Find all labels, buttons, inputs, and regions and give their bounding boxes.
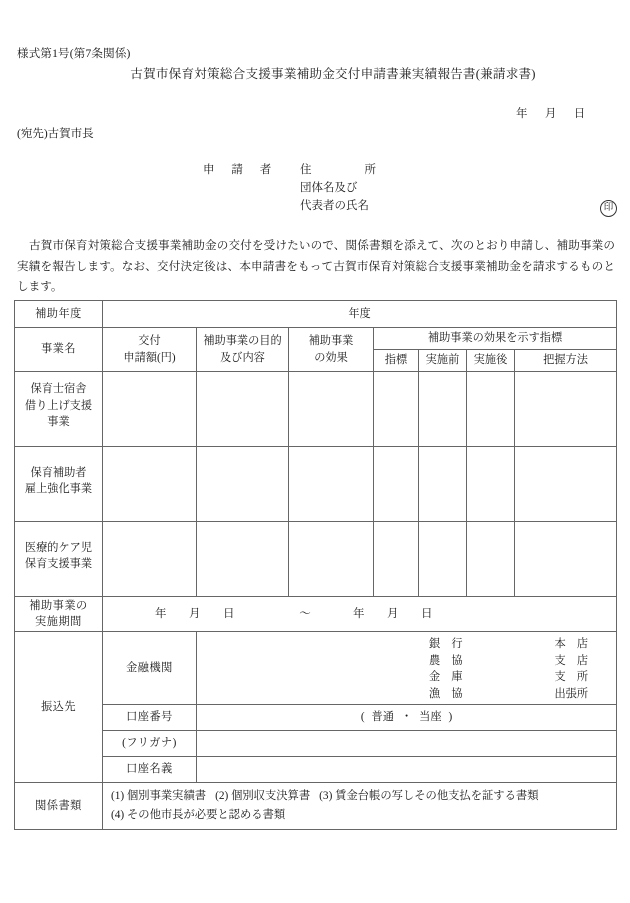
header-effect <box>289 328 374 372</box>
form-number: 様式第1号(第7条関係) <box>17 48 131 60</box>
program-0-method-input[interactable] <box>515 372 617 447</box>
program-name-0 <box>15 372 103 447</box>
account-type-ordinary[interactable]: 普通 <box>371 711 394 724</box>
furigana-input[interactable] <box>197 731 617 757</box>
fiscal-year-value[interactable]: 年度 <box>103 301 617 328</box>
related-document-item-1: (1) 個別事業実績書 <box>111 790 207 802</box>
program-name-2 <box>15 522 103 597</box>
period-fields <box>103 606 616 623</box>
program-2-grant-amount-input[interactable] <box>103 522 197 597</box>
payee-account-number-row <box>15 705 617 731</box>
payee-institution-cell[interactable] <box>197 632 617 705</box>
header-grant-amount-line2: 申請額(円) <box>123 351 176 364</box>
body-paragraph-text: 古賀市保育対策総合支援事業補助金の交付を受けたいので、関係書類を添えて、次のとおり申請し、補助事業の実績を報告します。なお、交付決定後は、本申請書をもって古賀市保育対策総合支援事業補助金を請求するものとします。 <box>17 239 615 293</box>
program-0-purpose-input[interactable] <box>197 372 289 447</box>
period-label <box>15 597 103 632</box>
program-2-purpose-input[interactable] <box>197 522 289 597</box>
date-year-label: 年 <box>516 108 528 120</box>
program-name-1 <box>15 447 103 522</box>
table-header-row-1 <box>15 328 617 350</box>
program-name-0-line2: 借り上げ支援 <box>24 399 93 412</box>
related-documents-line1 <box>111 787 610 806</box>
header-method: 把握方法 <box>515 350 617 372</box>
program-1-grant-amount-input[interactable] <box>103 447 197 522</box>
period-separator: ～ <box>299 607 311 620</box>
program-1-effect-input[interactable] <box>289 447 374 522</box>
program-2-before-input[interactable] <box>419 522 467 597</box>
program-name-2-line2: 保育支援事業 <box>24 558 93 570</box>
period-value-cell[interactable] <box>103 597 617 632</box>
program-1-after-input[interactable] <box>467 447 515 522</box>
period-start-year: 年 <box>155 607 167 620</box>
program-1-method-input[interactable] <box>515 447 617 522</box>
implementation-period-row <box>15 597 617 632</box>
branch-kind-0[interactable]: 本 店 <box>554 638 589 650</box>
program-name-0-line3: 事業 <box>47 416 70 429</box>
period-end <box>353 606 455 623</box>
submission-date-line <box>516 105 585 121</box>
header-grant-amount-line1: 交付 <box>138 335 161 347</box>
period-start-day: 日 <box>223 607 235 620</box>
program-0-after-input[interactable] <box>467 372 515 447</box>
branch-kind-1[interactable]: 支 店 <box>554 654 589 667</box>
account-name-input[interactable] <box>197 757 617 783</box>
header-indicators-group: 補助事業の効果を示す指標 <box>374 328 617 350</box>
program-name-2-line1: 医療的ケア児 <box>24 541 93 554</box>
institution-kind-2[interactable]: 金 庫 <box>429 671 463 683</box>
table-row <box>15 522 617 597</box>
furigana-label: (フリガナ) <box>103 731 197 757</box>
program-2-indicator-input[interactable] <box>374 522 419 597</box>
program-1-purpose-input[interactable] <box>197 447 289 522</box>
header-after: 実施後 <box>467 350 515 372</box>
related-documents-cell <box>103 783 617 830</box>
applicant-address-label: 住 所 <box>300 164 386 176</box>
program-2-effect-input[interactable] <box>289 522 374 597</box>
period-label-line2: 実施期間 <box>35 616 82 628</box>
applicant-representative-label: 代表者の氏名 <box>300 200 369 212</box>
addressee: (宛先)古賀市長 <box>17 128 94 140</box>
payee-institution-row <box>15 632 617 705</box>
period-end-day: 日 <box>421 607 433 620</box>
header-purpose-line1: 補助事業の目的 <box>203 335 282 347</box>
related-document-item-2: (2) 個別収支決算書 <box>215 790 311 802</box>
branch-kind-list <box>555 636 589 702</box>
header-grant-amount <box>103 328 197 372</box>
payee-account-name-row <box>15 757 617 783</box>
program-0-effect-input[interactable] <box>289 372 374 447</box>
period-end-year: 年 <box>353 607 365 620</box>
header-indicator: 指標 <box>374 350 419 372</box>
period-start <box>155 606 257 623</box>
account-type-separator: ・ <box>400 711 413 724</box>
account-type-cell[interactable] <box>197 705 617 731</box>
related-documents-line2 <box>111 806 610 825</box>
applicant-label: 申 請 者 <box>203 164 279 176</box>
header-program-name: 事業名 <box>15 328 103 372</box>
fiscal-year-row <box>15 301 617 328</box>
institution-kind-0[interactable]: 銀 行 <box>429 638 463 650</box>
header-before: 実施前 <box>419 350 467 372</box>
institution-kind-list <box>429 636 463 702</box>
payee-institution-label: 金融機関 <box>103 632 197 705</box>
related-documents-label: 関係書類 <box>15 783 103 830</box>
payee-furigana-row <box>15 731 617 757</box>
institution-kind-3[interactable]: 漁 協 <box>429 687 463 700</box>
program-name-0-line1: 保育士宿舎 <box>30 383 87 396</box>
institution-kind-1[interactable]: 農 協 <box>429 654 463 667</box>
related-document-item-4: (4) その他市長が必要と認める書類 <box>111 809 286 821</box>
program-name-1-line1: 保育補助者 <box>30 466 87 479</box>
applicant-org-label: 団体名及び <box>300 182 358 194</box>
table-row <box>15 447 617 522</box>
date-day-label: 日 <box>573 108 586 120</box>
fiscal-year-label: 補助年度 <box>15 301 103 328</box>
program-1-before-input[interactable] <box>419 447 467 522</box>
table-row <box>15 372 617 447</box>
header-purpose-line2: 及び内容 <box>220 351 265 364</box>
period-end-month: 月 <box>387 607 399 620</box>
branch-kind-3[interactable]: 出張所 <box>554 687 589 700</box>
program-2-method-input[interactable] <box>515 522 617 597</box>
program-0-before-input[interactable] <box>419 372 467 447</box>
applicant-fields <box>300 161 386 215</box>
related-documents-list <box>103 783 616 829</box>
program-0-indicator-input[interactable] <box>374 372 419 447</box>
account-number-label: 口座番号 <box>103 705 197 731</box>
account-type-current[interactable]: 当座 <box>419 711 442 724</box>
payee-label: 振込先 <box>15 632 103 783</box>
period-start-month: 月 <box>189 607 201 620</box>
program-name-1-line2: 雇上強化事業 <box>24 483 93 495</box>
application-table <box>14 300 617 830</box>
program-0-grant-amount-input[interactable] <box>103 372 197 447</box>
related-document-item-3: (3) 賃金台帳の写しその他支払を証する書類 <box>319 790 539 802</box>
seal-icon: 印 <box>600 200 617 217</box>
header-purpose <box>197 328 289 372</box>
program-1-indicator-input[interactable] <box>374 447 419 522</box>
account-type-close: ) <box>448 711 453 724</box>
document-title: 古賀市保育対策総合支援事業補助金交付申請書兼実績報告書(兼請求書) <box>130 67 536 81</box>
account-type-open: ( <box>360 711 365 724</box>
date-month-label: 月 <box>544 108 557 120</box>
related-documents-row <box>15 783 617 830</box>
account-name-label: 口座名義 <box>103 757 197 783</box>
body-paragraph <box>17 236 615 298</box>
header-effect-line2: の効果 <box>314 351 348 364</box>
period-label-line1: 補助事業の <box>29 599 88 612</box>
program-2-after-input[interactable] <box>467 522 515 597</box>
branch-kind-2[interactable]: 支 所 <box>554 671 589 683</box>
payee-institution-grid <box>197 632 616 704</box>
header-effect-line1: 補助事業 <box>308 335 354 347</box>
